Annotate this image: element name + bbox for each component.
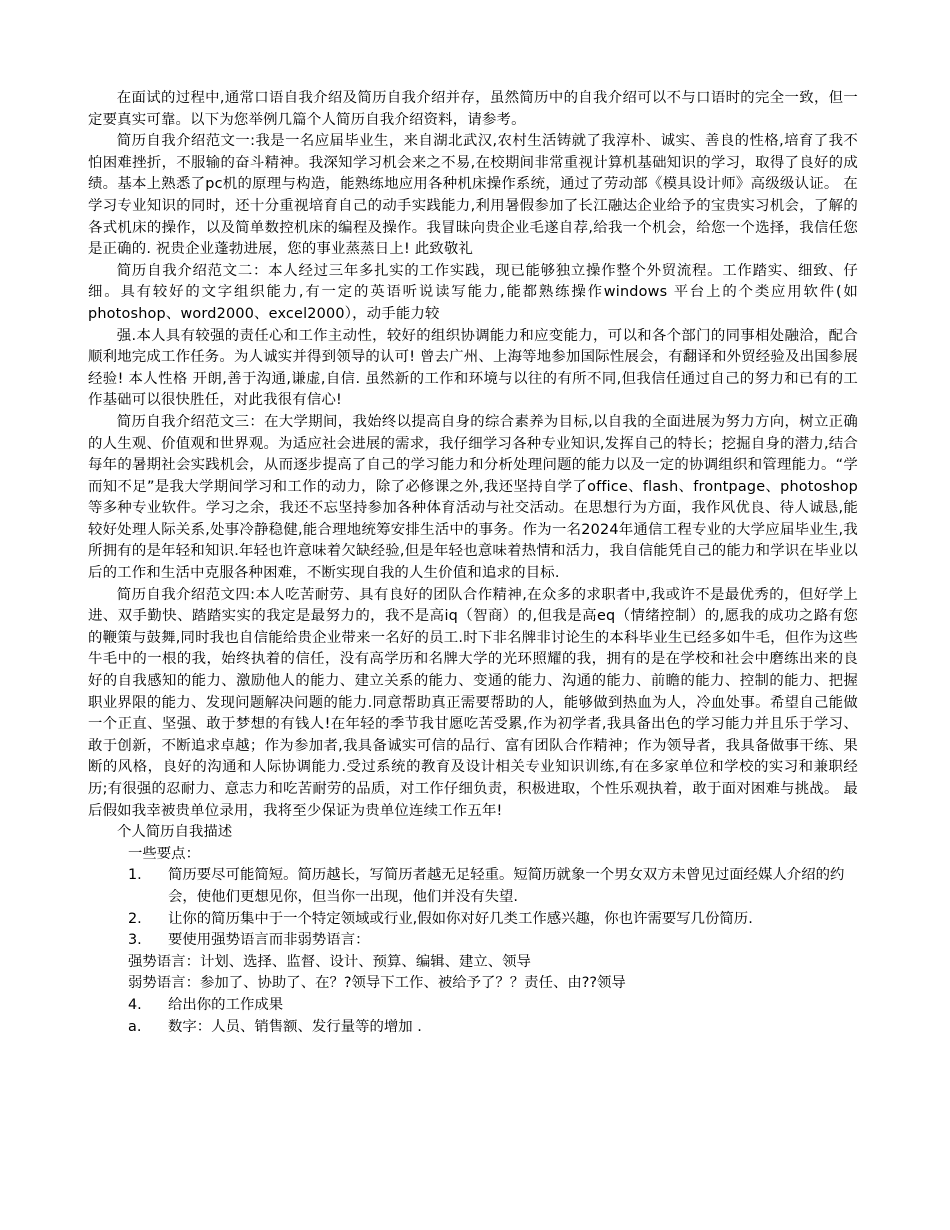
list-item-text: 数字：人员、销售额、发行量等的增加 . [168, 1018, 422, 1035]
points-intro: 一些要点： [128, 845, 200, 862]
sample-two-paragraph: 简历自我介绍范文二：本人经过三年多扎实的工作实践，现已能够独立操作整个外贸流程。工作踏实、细致、仔细。具有较好的文字组织能力,有一定的英语听说读写能力,能都熟练操作windows 平台上的个类应用软件(如photoshop、word2000、excel2000），动手能力较 [88, 262, 858, 322]
section-heading: 个人简历自我描述 [117, 824, 233, 841]
list-marker: 2. [128, 910, 142, 927]
list-item-text: 让你的简历集中于一个特定领域或行业,假如你对好几类工作感兴趣，你也许需要写几份简历. [168, 910, 753, 927]
list-marker: 1. [128, 867, 142, 884]
list-item-text: 给出你的工作成果 [168, 996, 284, 1013]
sample-two-continued-paragraph: 强.本人具有较强的责任心和工作主动性，较好的组织协调能力和应变能力，可以和各个部门的同事相处融洽，配合顺利地完成工作任务。为人诚实并得到领导的认可! 曾去广州、上海等地参加国际性展会，有翻译和外贸经验及出国参展经验! 本人性格 开朗,善于沟通,谦虚,自信. 虽然新的工作和环境与以往的有所不同,但我信任通过自己的努力和已有的工作基础可以很快胜任，对此我很有信心! [88, 327, 858, 409]
list-item-text: 要使用强势语言而非弱势语言： [168, 932, 370, 949]
list-item-text: 简历要尽可能简短。简历越长，写简历者越无足轻重。短简历就象一个男女双方未曾见过面经媒人介绍的约会，使他们更想见你，但当你一出现，他们并没有失望. [168, 867, 845, 905]
list-marker: a. [128, 1018, 142, 1035]
list-item [88, 1017, 858, 1039]
list-marker: 4. [128, 996, 142, 1013]
list-item [88, 930, 858, 952]
sample-three-paragraph: 简历自我介绍范文三：在大学期间，我始终以提高自身的综合素养为目标,以自我的全面进展为努力方向，树立正确的人生观、价值观和世界观。为适应社会进展的需求，我仔细学习各种专业知识,发挥自己的特长；挖掘自身的潜力,结合每年的暑期社会实践机会，从而逐步提高了自己的学习能力和分析处理问题的能力以及一定的协调组织和管理能力。“学而知不足”是我大学期间学习和工作的动力，除了必修课之外,我还坚持自学了office、flash、frontpage、photoshop 等多种专业软件。学习之余，我还不忘坚持参加各种体育活动与社交活动。在思想行为方面，我作风优良、待人诚恳,能较好处理人际关系,处事冷静稳健,能合理地统筹安排生活中的事务。作为一名2024年通信工程专业的大学应届毕业生,我所拥有的是年轻和知识.年轻也许意味着欠缺经验,但是年轻也意味着热情和活力，我自信能凭自己的能力和学识在毕业以后的工作和生活中克服各种困难，不断实现自我的人生价值和追求的目标. [88, 413, 858, 582]
strong-language-line: 强势语言：计划、选择、监督、设计、预算、编辑、建立、领导 [128, 953, 531, 970]
sample-four-paragraph: 简历自我介绍范文四:本人吃苦耐劳、具有良好的团队合作精神,在众多的求职者中,我或许不是最优秀的，但好学上进、双手勤快、踏踏实实的我定是最努力的，我不是高iq（智商）的,但我是高eq（情绪控制）的,愿我的成功之路有您的鞭策与鼓舞,同时我也自信能给贵企业带来一名好的员工.时下非名牌非讨论生的本科毕业生已经多如牛毛，但作为这些牛毛中的一根的我，始终执着的信任，没有高学历和名牌大学的光环照耀的我，拥有的是在学校和社会中磨练出来的良好的自我感知的能力、激励他人的能力、建立关系的能力、变通的能力、沟通的能力、前瞻的能力、控制的能力、把握职业界限的能力、发现问题解决问题的能力.同意帮助真正需要帮助的人，能够做到热血为人，冷血处事。希望自己能做一个正直、坚强、敢于梦想的有钱人!在年轻的季节我甘愿吃苦受累,作为初学者,我具备出色的学习能力并且乐于学习、敢于创新，不断追求卓越；作为参加者,我具备诚实可信的品行、富有团队合作精神；作为领导者，我具备做事干练、果断的风格，良好的沟通和人际协调能力.受过系统的教育及设计相关专业知识训练,有在多家单位和学校的实习和兼职经历;有很强的忍耐力、意志力和吃苦耐劳的品质，对工作仔细负责，积极进取，个性乐观执着，敢于面对困难与挑战。 最后假如我幸被贵单位录用，我将至少保证为贵单位连续工作五年! [88, 586, 858, 819]
sample-one-paragraph: 简历自我介绍范文一:我是一名应届毕业生，来自湖北武汉,农村生活铸就了我淳朴、诚实、善良的性格,培育了我不怕困难挫折，不服输的奋斗精神。我深知学习机会来之不易,在校期间非常重视计算机基础知识的学习，取得了良好的成绩。基本上熟悉了pc机的原理与构造，能熟练地应用各种机床操作系统，通过了劳动部《模具设计师》高级级认证。 在学习专业知识的同时，还十分重视培育自己的动手实践能力,利用暑假参加了长江融达企业给予的宝贵实习机会，了解的各式机床的操作，以及简单数控机床的编程及操作。我冒昧向贵企业毛遂自荐,给我一个机会，给您一个选择，我信任您是正确的. 祝贵企业蓬勃进展，您的事业蒸蒸日上! 此致敬礼 [88, 133, 858, 258]
list-item [88, 909, 858, 931]
list-marker: 3. [128, 932, 142, 949]
weak-language-line: 弱势语言：参加了、协助了、在？?领导下工作、被给予了？？责任、由??领导 [128, 975, 626, 992]
list-item [88, 865, 858, 908]
intro-paragraph: 在面试的过程中,通常口语自我介绍及简历自我介绍并存，虽然简历中的自我介绍可以不与口语时的完全一致，但一定要真实可靠。以下为您举例几篇个人简历自我介绍资料，请参考。 [88, 90, 858, 128]
list-item [88, 995, 858, 1017]
